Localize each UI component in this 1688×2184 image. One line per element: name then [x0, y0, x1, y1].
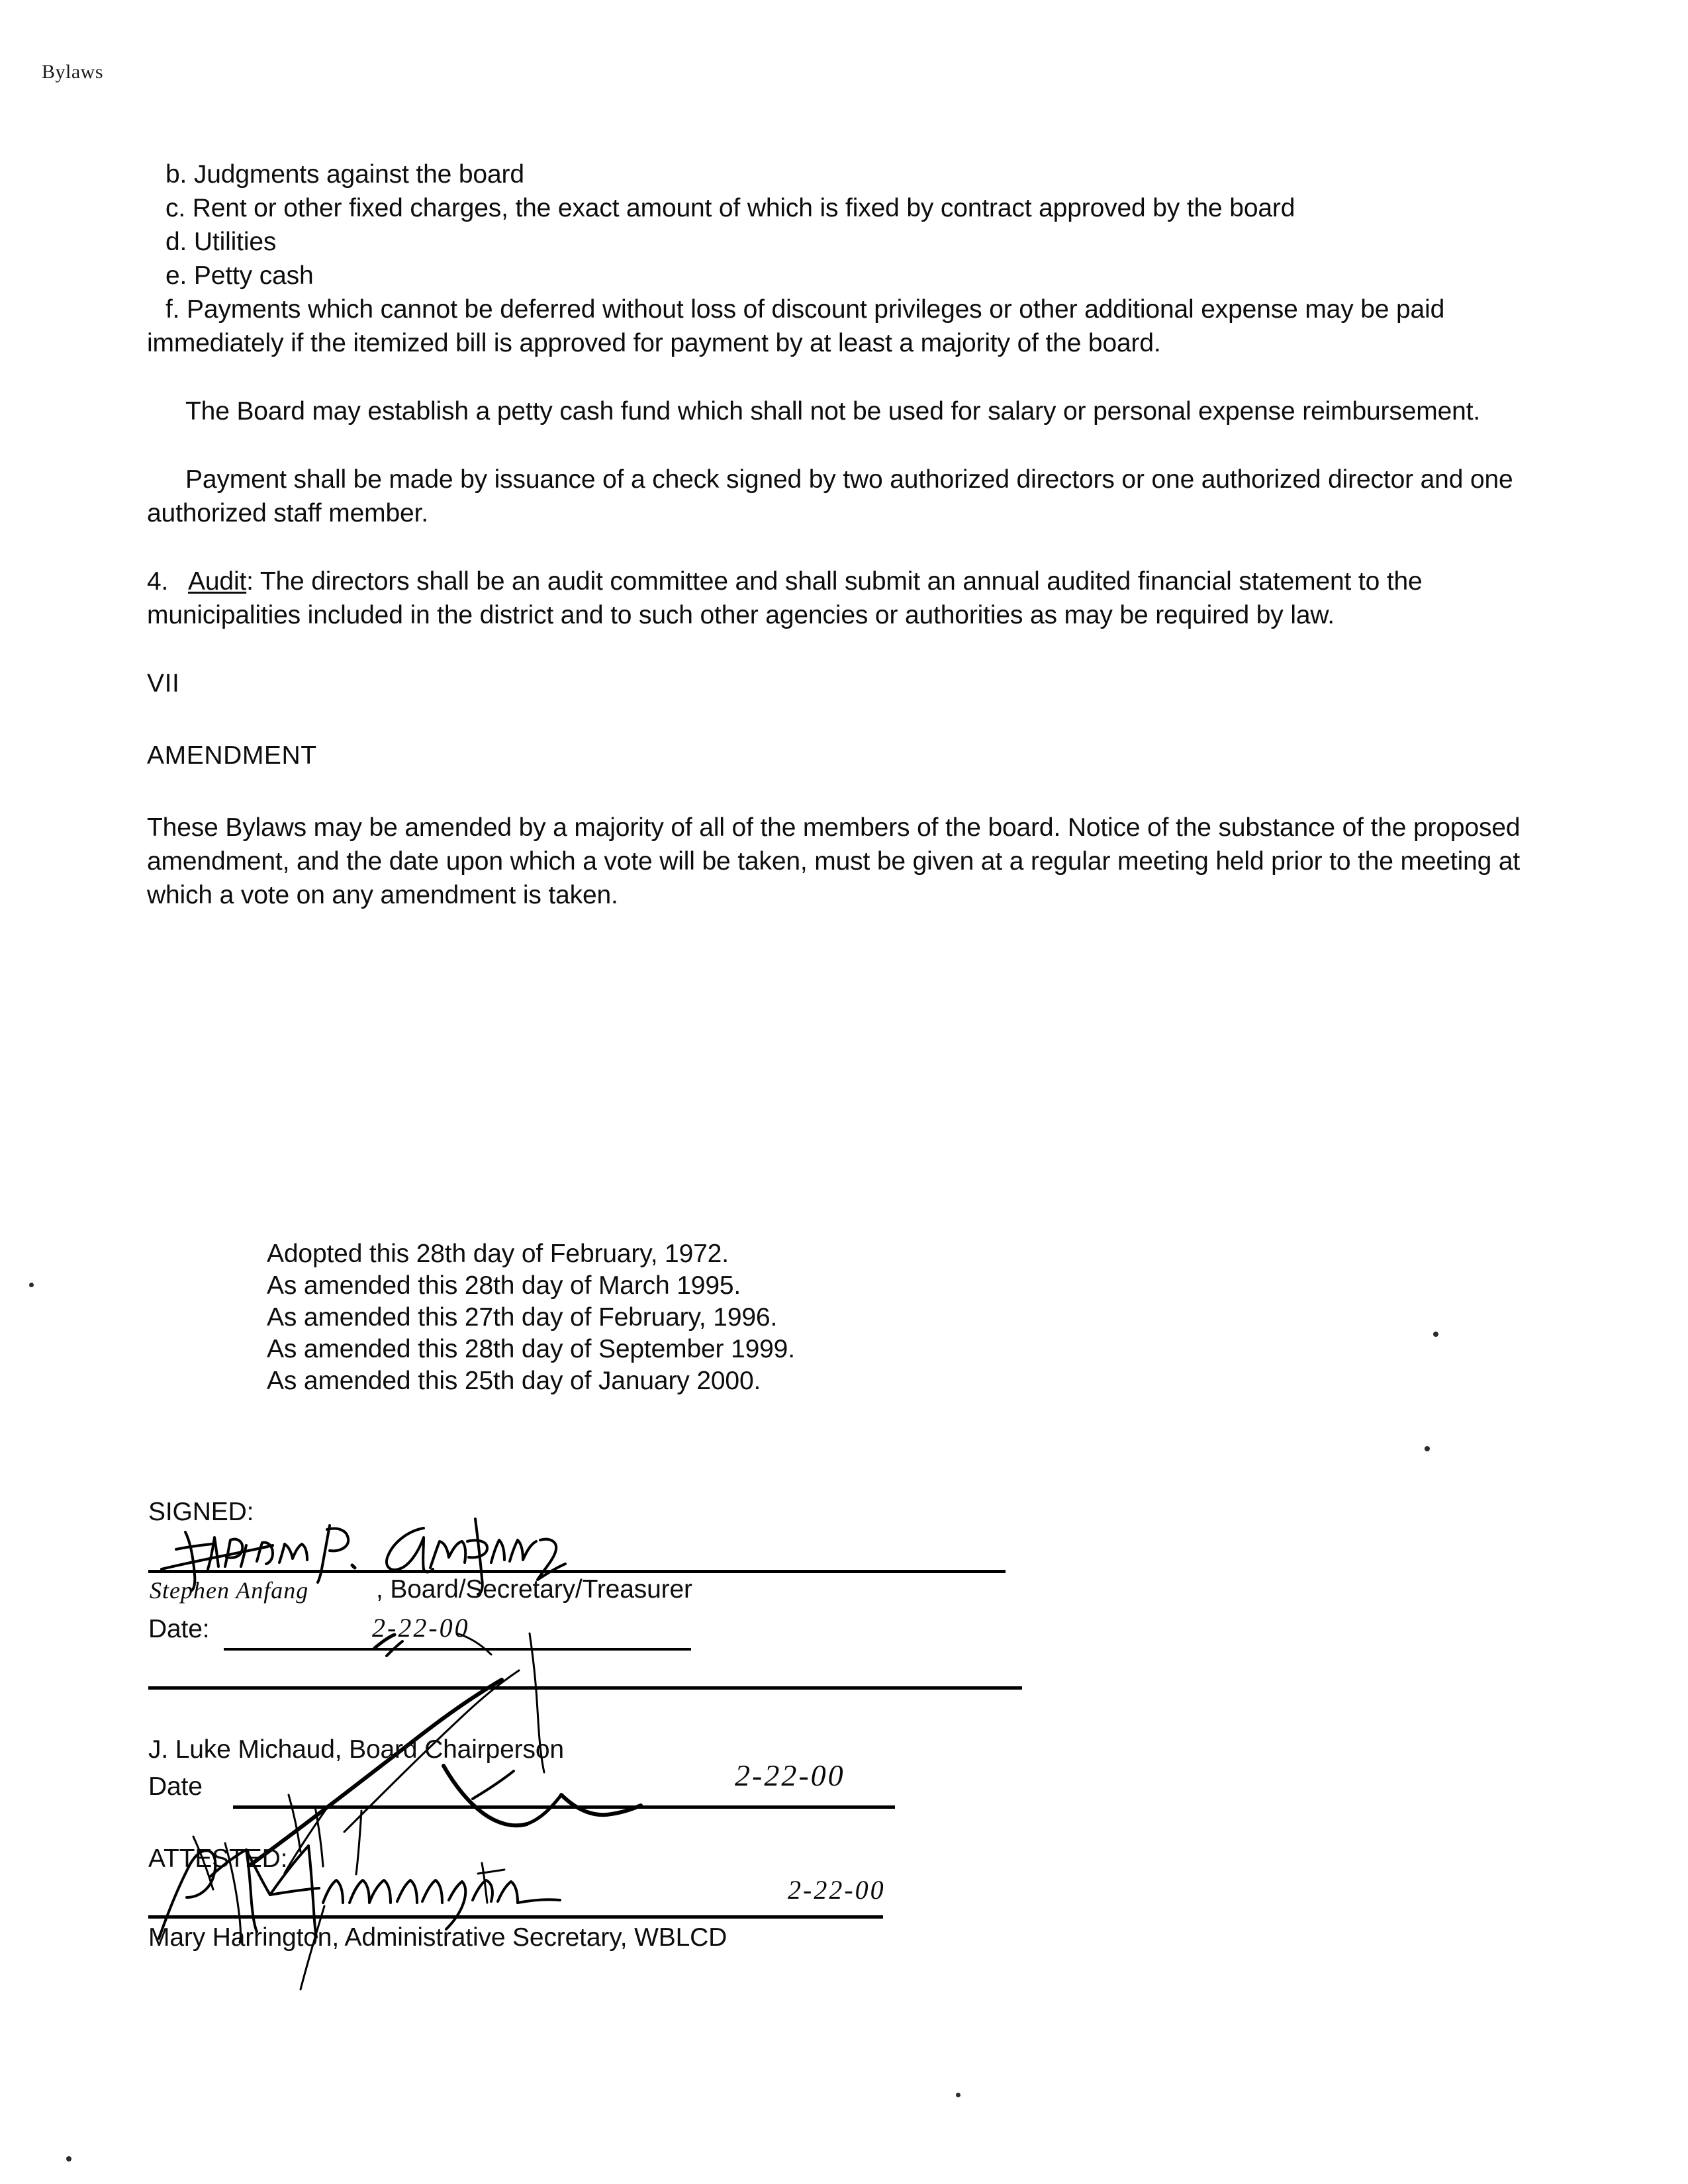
list-item: c. Rent or other fixed charges, the exact amount of which is fixed by contract approved by the board	[165, 194, 1295, 222]
spacer	[147, 632, 1524, 666]
spacer	[147, 360, 1524, 394]
signature-j-luke-michaud	[245, 1633, 841, 1872]
audit-section-number: 4.	[147, 567, 169, 596]
signature-mary-harrington	[154, 1837, 696, 1942]
document-body	[147, 158, 1524, 912]
signed-label: SIGNED:	[148, 1498, 254, 1526]
audit-section-label: Audit	[188, 567, 247, 596]
adoption-dates-list	[267, 1238, 795, 1397]
handwritten-date-1: 2-22-00	[372, 1613, 470, 1643]
date-label-1: Date:	[148, 1615, 210, 1643]
scan-speck	[1425, 1446, 1430, 1451]
audit-section-label-suffix: :	[246, 567, 254, 596]
paragraph-payment-issuance: Payment shall be made by issuance of a check signed by two authorized directors or one authorized director and one authorized staff member.	[147, 465, 1513, 527]
adoption-date-line: Adopted this 28th day of February, 1972.	[267, 1240, 729, 1268]
list-item: b. Judgments against the board	[165, 160, 524, 189]
date-rule-2	[233, 1805, 895, 1809]
spacer	[147, 530, 1524, 565]
signature-descender	[278, 1906, 384, 1992]
typed-name-j-luke-michaud: J. Luke Michaud, Board Chairperson	[148, 1735, 564, 1764]
signature-rule-2	[148, 1686, 1022, 1690]
date-label-2: Date	[148, 1772, 203, 1801]
spacer	[147, 772, 1524, 811]
handwritten-date-3: 2-22-00	[788, 1875, 886, 1905]
adoption-date-line: As amended this 27th day of February, 1996.	[267, 1303, 778, 1332]
date-rule-1	[224, 1648, 691, 1651]
signature-rule-1	[148, 1570, 1006, 1573]
scan-speck	[29, 1283, 34, 1287]
page-header: Bylaws	[42, 61, 103, 83]
audit-section-text: The directors shall be an audit committee and shall submit an annual audited financial statement to the municipalities included in the district and to such other agencies or authorities as may be required by law.	[147, 567, 1423, 629]
scan-speck	[956, 2093, 961, 2097]
adoption-date-line: As amended this 25th day of January 2000.	[267, 1367, 761, 1395]
attested-label: ATTESTED:	[148, 1844, 288, 1873]
adoption-date-line: As amended this 28th day of September 1999.	[267, 1335, 795, 1363]
list-item: f. Payments which cannot be deferred without loss of discount privileges or other additional expense may be paid immediately if the itemized bill is approved for payment by at least a majority of the board.	[147, 295, 1445, 357]
scan-speck	[1433, 1332, 1438, 1337]
article-body: These Bylaws may be amended by a majority of all of the members of the board. Notice of the substance of the proposed amendment, and the date upon which a vote will be taken, must be given at a regular meeting held prior to the meeting at which a vote on any amendment is taken.	[147, 813, 1521, 909]
adoption-date-line: As amended this 28th day of March 1995.	[267, 1271, 741, 1300]
article-numeral: VII	[147, 669, 180, 698]
typed-name-mary-harrington: Mary Harrington, Administrative Secretary, WBLCD	[148, 1923, 727, 1952]
handwritten-name-stephen-anfang: Stephen Anfang	[150, 1577, 309, 1604]
paragraph-petty-cash-fund: The Board may establish a petty cash fund which shall not be used for salary or personal expense reimbursement.	[185, 397, 1481, 426]
signature-stephen-anfang	[156, 1506, 620, 1592]
scan-speck	[66, 2156, 71, 2161]
signature-rule-3	[148, 1915, 883, 1919]
signature-flourish	[258, 1787, 655, 1880]
handwritten-date-2: 2-22-00	[735, 1758, 845, 1792]
audit-section	[147, 565, 1524, 632]
article-title: AMENDMENT	[147, 741, 317, 770]
list-item: e. Petty cash	[165, 261, 314, 290]
typed-title-stephen-anfang: , Board/Secretary/Treasurer	[376, 1575, 692, 1604]
list-item: d. Utilities	[165, 228, 277, 256]
spacer	[147, 428, 1524, 463]
spacer	[147, 700, 1524, 739]
